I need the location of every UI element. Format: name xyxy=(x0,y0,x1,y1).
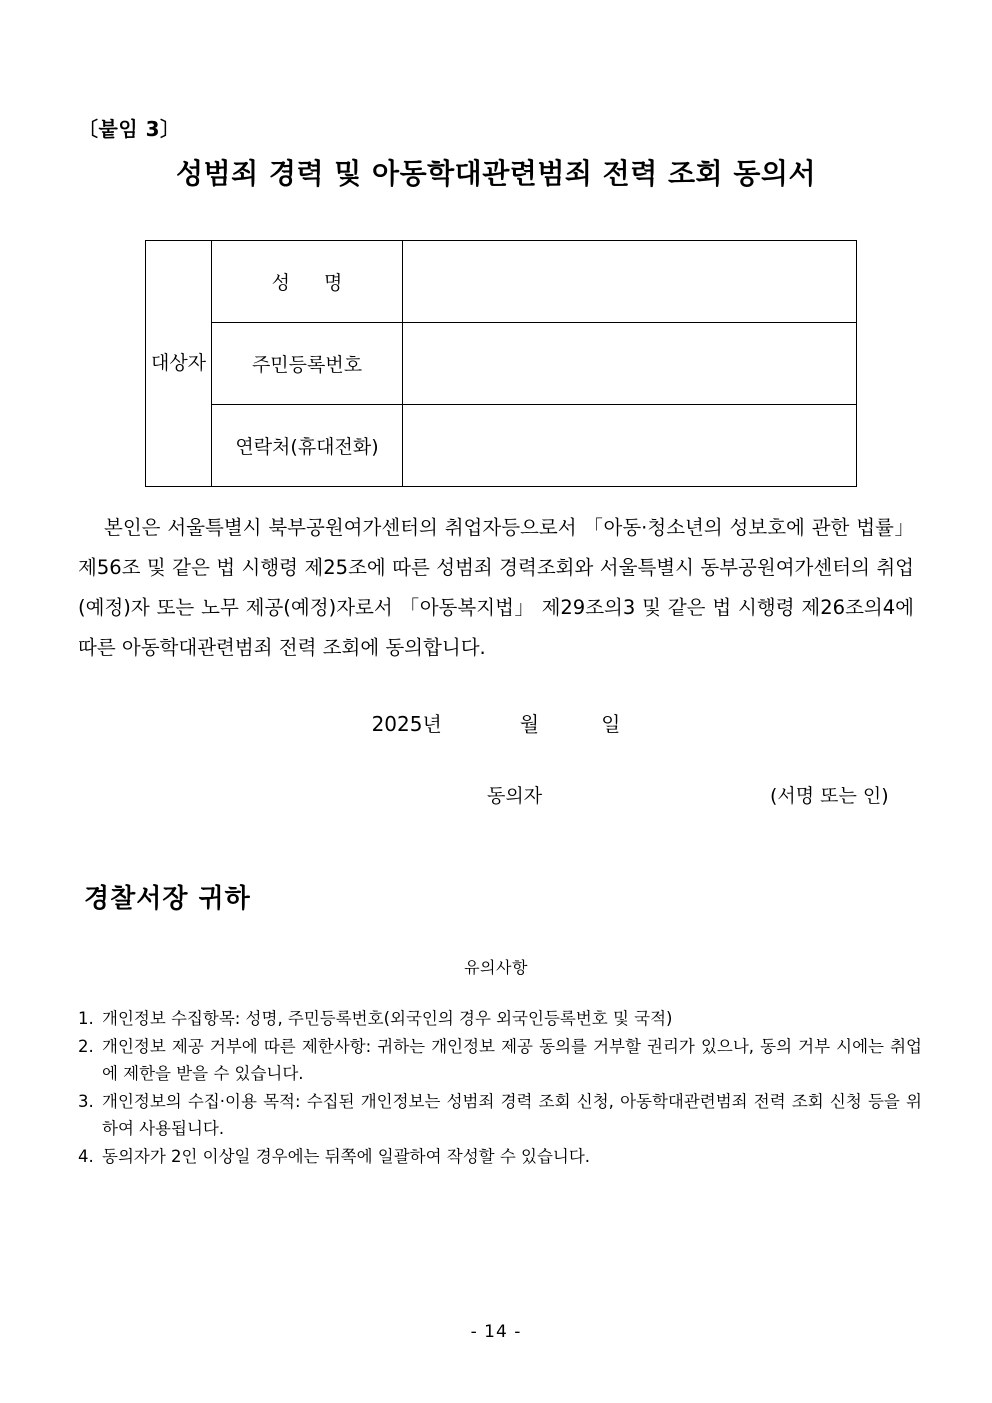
table-row xyxy=(146,323,857,405)
list-item xyxy=(78,1088,922,1142)
list-item-number: 1. xyxy=(78,1009,94,1028)
notice-list xyxy=(78,1005,922,1171)
subject-side-label: 대상자 xyxy=(146,241,212,487)
row-label-name xyxy=(212,241,403,323)
list-item-number: 4. xyxy=(78,1147,94,1166)
row-label-name-text: 성 명 xyxy=(271,272,357,294)
row-label-resident-number: 주민등록번호 xyxy=(212,323,403,405)
addressee: 경찰서장 귀하 xyxy=(84,884,251,914)
signature-label: 동의자 xyxy=(487,785,543,807)
subject-info-table xyxy=(145,240,857,487)
attachment-label: 〔붙임 3〕 xyxy=(78,117,181,141)
list-item-text: 동의자가 2인 이상일 경우에는 뒤쪽에 일괄하여 작성할 수 있습니다. xyxy=(102,1147,591,1166)
notice-title: 유의사항 xyxy=(464,958,528,977)
field-name-value[interactable] xyxy=(403,241,857,323)
list-item-text: 개인정보의 수집·이용 목적: 수집된 개인정보는 성범죄 경력 조회 신청, 아동학대관련범죄 전력 조회 신청 등을 위하여 사용됩니다. xyxy=(102,1092,922,1138)
list-item xyxy=(78,1005,922,1032)
field-contact-value[interactable] xyxy=(403,405,857,487)
table-row xyxy=(146,405,857,487)
list-item-number: 3. xyxy=(78,1092,94,1111)
list-item-text: 개인정보 수집항목: 성명, 주민등록번호(외국인의 경우 외국인등록번호 및 국적) xyxy=(102,1009,673,1028)
list-item-text: 개인정보 제공 거부에 따른 제한사항: 귀하는 개인정보 제공 동의를 거부할 권리가 있으나, 동의 거부 시에는 취업에 제한을 받을 수 있습니다. xyxy=(102,1037,922,1083)
date-line xyxy=(0,708,992,737)
date-year: 2025년 xyxy=(371,712,442,736)
row-label-contact: 연락처(휴대전화) xyxy=(212,405,403,487)
list-item xyxy=(78,1033,922,1087)
consent-paragraph xyxy=(78,508,914,668)
date-day: 일 xyxy=(601,712,621,736)
date-month: 월 xyxy=(519,712,540,736)
page-number: - 14 - xyxy=(470,1322,522,1342)
table-row xyxy=(146,241,857,323)
field-resident-number-value[interactable] xyxy=(403,323,857,405)
list-item-number: 2. xyxy=(78,1037,94,1056)
page-title: 성범죄 경력 및 아동학대관련범죄 전력 조회 동의서 xyxy=(176,157,816,190)
consent-paragraph-text: 본인은 서울특별시 북부공원여가센터의 취업자등으로서 「아동·청소년의 성보호에 관한 법률」 제56조 및 같은 법 시행령 제25조에 따른 성범죄 경력조회와 서울특별시 동부공원여가센터의 취업(예정)자 또는 노무 제공(예정)자로서 「아동복지법」 제29조의3 및 같은 법 시행령 제26조의4에 따른 아동학대관련범죄 전력 조회에 동의합니다. xyxy=(78,516,914,659)
signature-note: (서명 또는 인) xyxy=(770,785,889,807)
list-item xyxy=(78,1143,922,1170)
